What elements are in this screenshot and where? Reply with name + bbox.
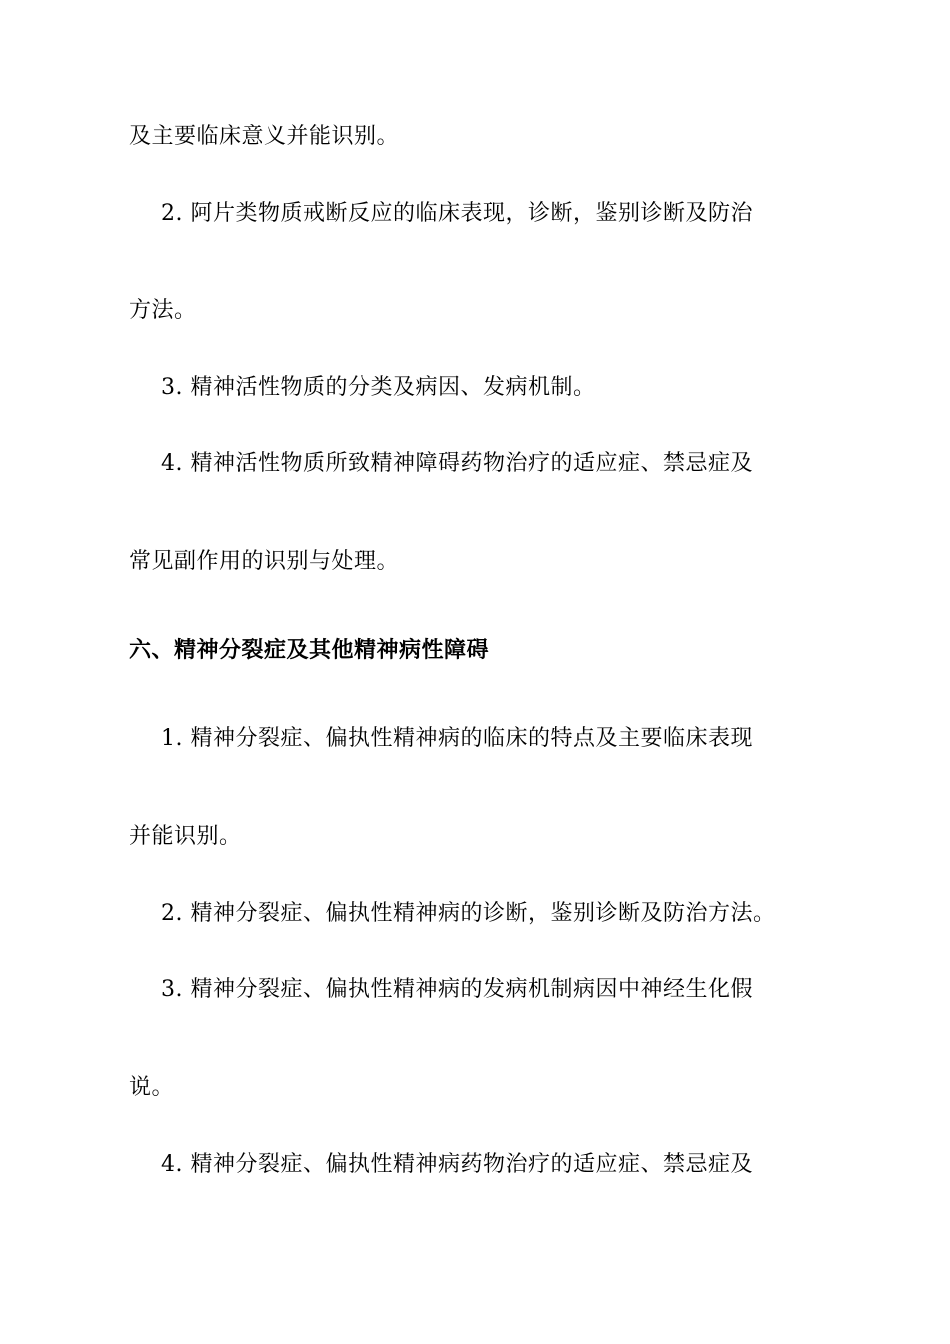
text-line-item-3: 3. 精神分裂症、偏执性精神病的发病机制病因中神经生化假 bbox=[161, 977, 753, 1002]
text-line-continuation: 说。 bbox=[129, 1075, 175, 1100]
text-line-item-4: 4. 精神分裂症、偏执性精神病药物治疗的适应症、禁忌症及 bbox=[161, 1152, 753, 1177]
text-line-item-4: 4. 精神活性物质所致精神障碍药物治疗的适应症、禁忌症及 bbox=[161, 451, 753, 476]
text-line-continuation: 方法。 bbox=[129, 298, 197, 323]
text-line-item-1: 1. 精神分裂症、偏执性精神病的临床的特点及主要临床表现 bbox=[161, 726, 753, 751]
text-line-continuation: 并能识别。 bbox=[129, 824, 242, 849]
text-line-item-2: 2. 精神分裂症、偏执性精神病的诊断，鉴别诊断及防治方法。 bbox=[161, 901, 776, 926]
text-line-item-2: 2. 阿片类物质戒断反应的临床表现，诊断，鉴别诊断及防治 bbox=[161, 201, 753, 226]
text-line-continuation: 常见副作用的识别与处理。 bbox=[129, 549, 400, 574]
section-heading: 六、精神分裂症及其他精神病性障碍 bbox=[129, 638, 490, 663]
text-line-continuation: 及主要临床意义并能识别。 bbox=[129, 124, 400, 149]
text-line-item-3: 3. 精神活性物质的分类及病因、发病机制。 bbox=[161, 375, 596, 400]
